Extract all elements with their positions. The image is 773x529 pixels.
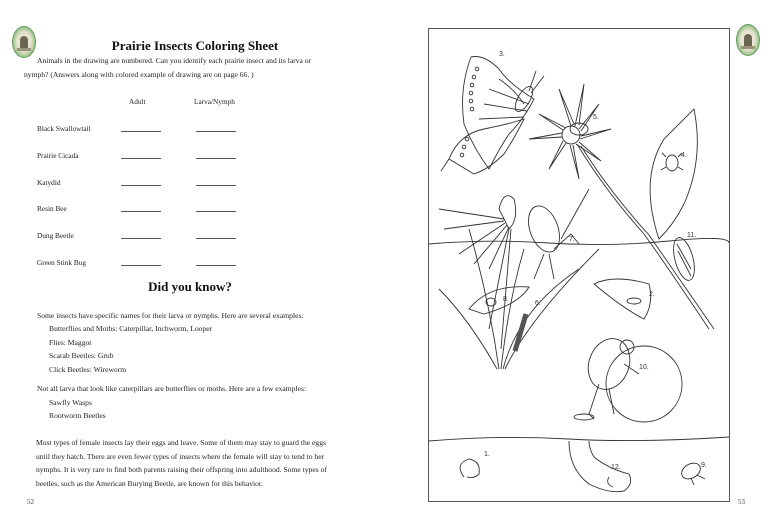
label-2: 2.	[649, 291, 655, 298]
larva-answer-blank[interactable]	[196, 185, 236, 186]
page-title: Prairie Insects Coloring Sheet	[111, 38, 279, 53]
row-label: Black Swallowtail	[37, 124, 91, 133]
example-item: Scarab Beetles: Grub	[49, 351, 114, 360]
example-item: Click Beetles: Wireworm	[49, 365, 127, 374]
label-11: 11.	[687, 232, 697, 239]
label-10: 10.	[639, 364, 649, 371]
larva-answer-blank[interactable]	[196, 238, 236, 239]
example-item: Sawfly Wasps	[49, 398, 92, 407]
label-8: 8.	[503, 296, 509, 303]
paragraph-line: beetles, such as the American Burying Beetle, are known for this behavior.	[36, 478, 263, 488]
daisy-flower	[529, 84, 714, 329]
label-3: 3.	[499, 51, 505, 58]
soil-line	[429, 437, 729, 441]
page-number-right: 53	[738, 498, 745, 506]
beetle-grub	[460, 459, 479, 478]
paragraph-line: Most types of female insects lay their eggs and leave. Some of them may stay to guard the eggs	[36, 438, 326, 447]
did-you-know-paragraph-1: Some insects have specific names for their larva or nymphs. Here are several examples:	[37, 311, 304, 320]
label-7: 7.	[569, 236, 575, 243]
did-you-know-paragraph-2: Not all larva that look like caterpillars are butterflies or moths. Here are a few examples:	[37, 384, 307, 393]
prairie-cicada	[670, 235, 699, 282]
katydid	[523, 189, 589, 279]
larva-answer-blank[interactable]	[196, 211, 236, 212]
coloring-illustration	[428, 28, 730, 502]
leaf-with-stink-bug-nymph	[469, 287, 529, 314]
swallowtail-butterfly	[441, 57, 544, 175]
example-item: Rootworm Beetles	[49, 411, 106, 420]
adult-answer-blank[interactable]	[121, 211, 161, 212]
leaf-with-bug	[650, 109, 697, 239]
row-label: Resin Bee	[37, 204, 67, 213]
paragraph-line: nymphs. It is very rare to find both parents raising their offspring into adulthood. Some types of	[36, 465, 327, 474]
column-header-larva: Larva/Nymph	[194, 97, 235, 106]
adult-answer-blank[interactable]	[121, 185, 161, 186]
burrow-with-larva	[569, 441, 631, 492]
paragraph-line: until they hatch. There are even fewer types of insects where the female will stay to tend to her	[36, 451, 325, 461]
row-label: Prairie Cicada	[37, 151, 79, 160]
row-label: Katydid	[37, 178, 61, 187]
example-item: Flies: Maggot	[49, 338, 92, 347]
larva-answer-blank[interactable]	[196, 265, 236, 266]
larva-answer-blank[interactable]	[196, 158, 236, 159]
adult-answer-blank[interactable]	[121, 265, 161, 266]
did-you-know-heading: Did you know?	[148, 279, 232, 294]
label-4: 4.	[681, 152, 687, 159]
adult-answer-blank[interactable]	[121, 131, 161, 132]
leaf-with-resin-bee	[594, 279, 651, 319]
adult-answer-blank[interactable]	[121, 238, 161, 239]
label-1: 1.	[484, 451, 490, 458]
page-number-left: 52	[27, 498, 34, 506]
label-5: 5.	[593, 114, 599, 121]
example-item: Butterflies and Moths: Caterpillar, Inchworm, Looper	[49, 324, 213, 333]
larva-answer-blank[interactable]	[196, 131, 236, 132]
label-6: 6.	[535, 300, 541, 307]
column-header-adult: Adult	[129, 97, 146, 106]
label-12: 12.	[611, 464, 621, 471]
park-seal-logo-icon	[736, 24, 760, 56]
row-label: Dung Beetle	[37, 231, 74, 240]
grass-blades	[439, 229, 599, 369]
row-label: Green Stink Bug	[37, 258, 87, 267]
coneflower	[439, 196, 516, 349]
dung-beetle-with-ball	[574, 333, 682, 422]
intro-line-2: nymph? (Answers along with colored example of drawing are on page 66. )	[24, 70, 254, 79]
swallowtail-caterpillar	[515, 314, 526, 351]
did-you-know-paragraph-3	[36, 436, 386, 490]
adult-answer-blank[interactable]	[121, 158, 161, 159]
label-9: 9.	[701, 462, 707, 469]
intro-line-1: Animals in the drawing are numbered. Can you identify each prairie insect and its larva or	[37, 56, 312, 65]
